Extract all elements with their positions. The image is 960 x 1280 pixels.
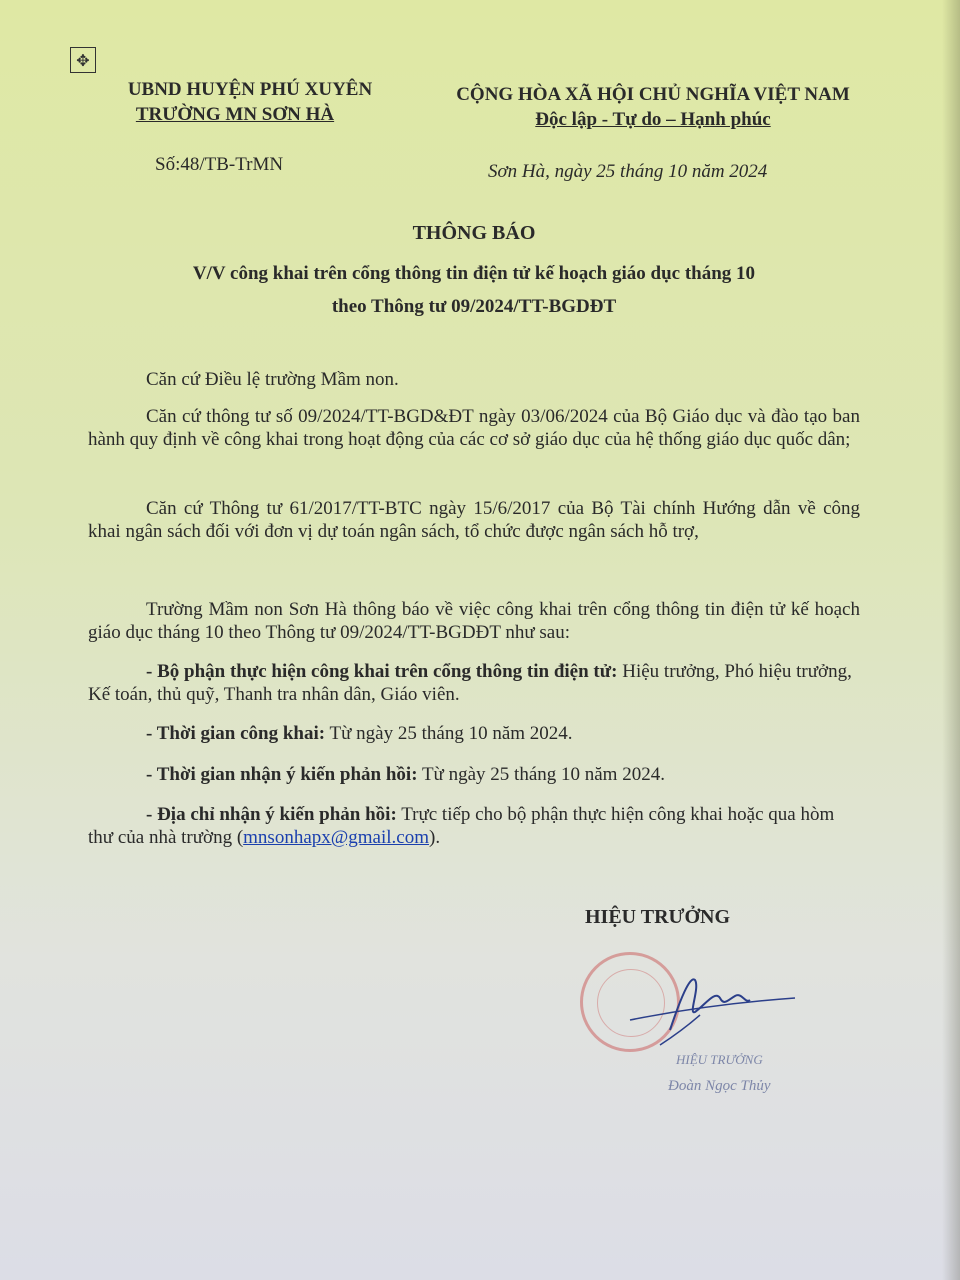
email-link[interactable]: mnsonhapx@gmail.com: [243, 827, 429, 848]
paragraph-2: Căn cứ thông tư số 09/2024/TT-BGD&ĐT ngày 03/06/2024 của Bộ Giáo dục và đào tạo ban hành quy định về công khai trong hoạt động của các cơ sở giáo dục của hệ thống giáo dục quốc dân;: [88, 406, 860, 450]
paragraph-3: Căn cứ Thông tư 61/2017/TT-BTC ngày 15/6/2017 của Bộ Tài chính Hướng dẫn về công khai ngân sách đối với đơn vị dự toán ngân sách, tổ chức được ngân sách hỗ trợ,: [88, 498, 860, 542]
item-text: Trực tiếp cho bộ phận thực hiện công khai hoặc qua hòm thư của nhà trường (: [88, 804, 835, 848]
stamp-role: HIỆU TRƯỞNG: [676, 1052, 763, 1067]
paragraph-4: Trường Mầm non Sơn Hà thông báo về việc công khai trên cổng thông tin điện tử kế hoạch giáo dục tháng 10 theo Thông tư 09/2024/TT-BGDĐT như sau:: [88, 599, 860, 643]
move-handle-icon[interactable]: ✥: [70, 47, 96, 73]
nation-motto: Độc lập - Tự do – Hạnh phúc: [535, 109, 771, 130]
paragraph-1: Căn cứ Điều lệ trường Mầm non.: [146, 369, 399, 390]
item-text: Từ ngày 25 tháng 10 năm 2024.: [417, 764, 665, 785]
org-name-line2: TRƯỜNG MN SƠN HÀ: [135, 104, 335, 125]
subject-line1: V/V công khai trên cổng thông tin điện tử kế hoạch giáo dục tháng 10: [192, 263, 756, 284]
nation-name: CỘNG HÒA XÃ HỘI CHỦ NGHĨA VIỆT NAM: [456, 84, 850, 105]
list-item: [88, 722, 860, 745]
subject-line2: theo Thông tư 09/2024/TT-BGDĐT: [331, 296, 617, 317]
screen-edge-shadow: [942, 0, 960, 1280]
document-heading: THÔNG BÁO: [412, 222, 536, 244]
list-item: [88, 660, 860, 706]
item-label: - Địa chỉ nhận ý kiến phản hồi:: [146, 804, 397, 825]
item-label: - Bộ phận thực hiện công khai trên cổng thông tin điện tử:: [146, 661, 618, 682]
org-name-line1: UBND HUYỆN PHÚ XUYÊN: [127, 79, 373, 100]
signer-name: Đoàn Ngọc Thủy: [668, 1078, 771, 1094]
item-tail: ).: [429, 827, 441, 848]
doc-number: Số:48/TB-TrMN: [155, 154, 284, 175]
item-text: Từ ngày 25 tháng 10 năm 2024.: [325, 723, 573, 744]
item-label: - Thời gian công khai:: [146, 723, 326, 744]
list-item: [88, 803, 860, 849]
handwritten-signature: [600, 960, 800, 1050]
place-date: Sơn Hà, ngày 25 tháng 10 năm 2024: [488, 161, 768, 182]
list-item: [88, 763, 860, 786]
item-text: Hiệu trưởng, Phó hiệu trưởng, Kế toán, thủ quỹ, Thanh tra nhân dân, Giáo viên.: [88, 661, 852, 705]
item-label: - Thời gian nhận ý kiến phản hồi:: [146, 764, 418, 785]
signature-title: HIỆU TRƯỞNG: [585, 906, 731, 928]
